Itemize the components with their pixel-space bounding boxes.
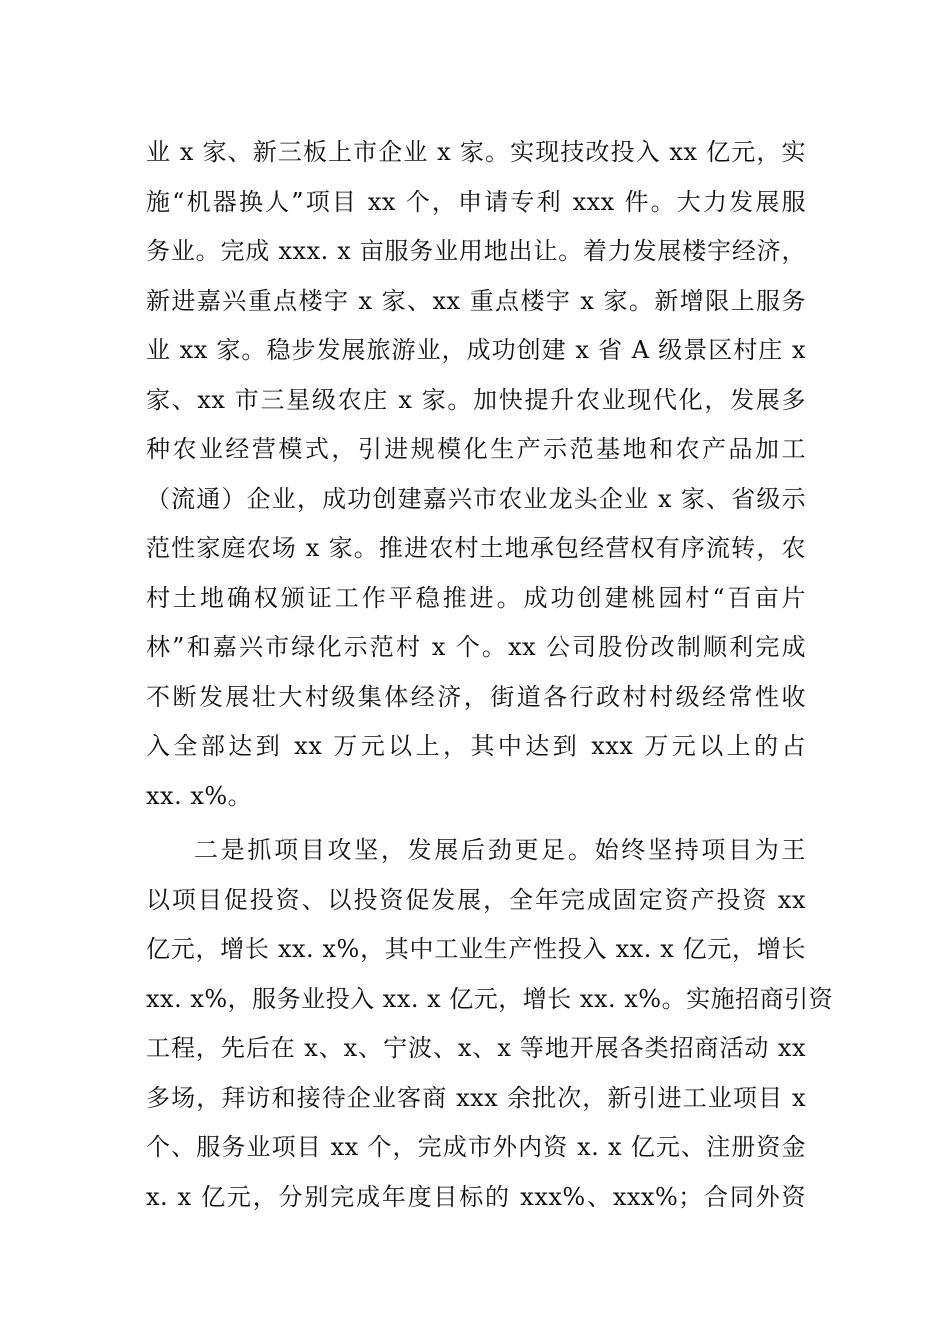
text-line: xx. x%。 [146, 781, 253, 810]
text-line: 以项目促投资、以投资促发展，全年完成固定资产投资 xx [146, 885, 806, 914]
text-line: （流通）企业，成功创建嘉兴市农业龙头企业 x 家、省级示 [146, 484, 806, 513]
text-line: 不断发展壮大村级集体经济，街道各行政村村级经常性收 [146, 682, 806, 711]
text-line: x. x 亿元，分别完成年度目标的 xxx%、xxx%；合同外资 [146, 1182, 806, 1211]
text-line: 入全部达到 xx 万元以上，其中达到 xxx 万元以上的占 [146, 732, 806, 760]
text-line: 新进嘉兴重点楼宇 x 家、xx 重点楼宇 x 家。新增限上服务 [146, 286, 806, 315]
paragraph-2 [146, 826, 834, 1222]
text-line: 多场，拜访和接待企业客商 xxx 余批次，新引进工业项目 x [146, 1083, 806, 1112]
text-line: 施“机器换人”项目 xx 个，申请专利 xxx 件。大力发展服 [146, 187, 806, 216]
text-line: 务业。完成 xxx. x 亩服务业用地出让。着力发展楼宇经济， [146, 237, 806, 265]
text-line: 范性家庭农场 x 家。推进农村土地承包经营权有序流转，农 [146, 534, 806, 562]
text-line: 村土地确权颁证工作平稳推进。成功创建桃园村“百亩片 [146, 583, 806, 612]
text-line: 业 x 家、新三板上市企业 x 家。实现技改投入 xx 亿元，实 [146, 138, 806, 166]
text-line: 种农业经营模式，引进规模化生产示范基地和农产品加工 [146, 435, 806, 463]
text-line: 个、服务业项目 xx 个，完成市外内资 x. x 亿元、注册资金 [146, 1133, 806, 1161]
text-line: xx. x%，服务业投入 xx. x 亿元，增长 xx. x%。实施招商引资 [146, 984, 834, 1013]
paragraph-1 [146, 128, 806, 821]
text-line: 亿元，增长 xx. x%，其中工业生产性投入 xx. x 亿元，增长 [146, 935, 806, 963]
text-line: 业 xx 家。稳步发展旅游业，成功创建 x 省 A 级景区村庄 x [146, 336, 806, 364]
text-line: 二是抓项目攻坚，发展后劲更足。始终坚持项目为王 [194, 836, 806, 864]
text-line: 工程，先后在 x、x、宁波、x、x 等地开展各类招商活动 xx [146, 1034, 806, 1062]
text-line: 家、xx 市三星级农庄 x 家。加快提升农业现代化，发展多 [146, 385, 806, 414]
text-line: 林”和嘉兴市绿化示范村 x 个。xx 公司股份改制顺利完成 [146, 633, 806, 661]
